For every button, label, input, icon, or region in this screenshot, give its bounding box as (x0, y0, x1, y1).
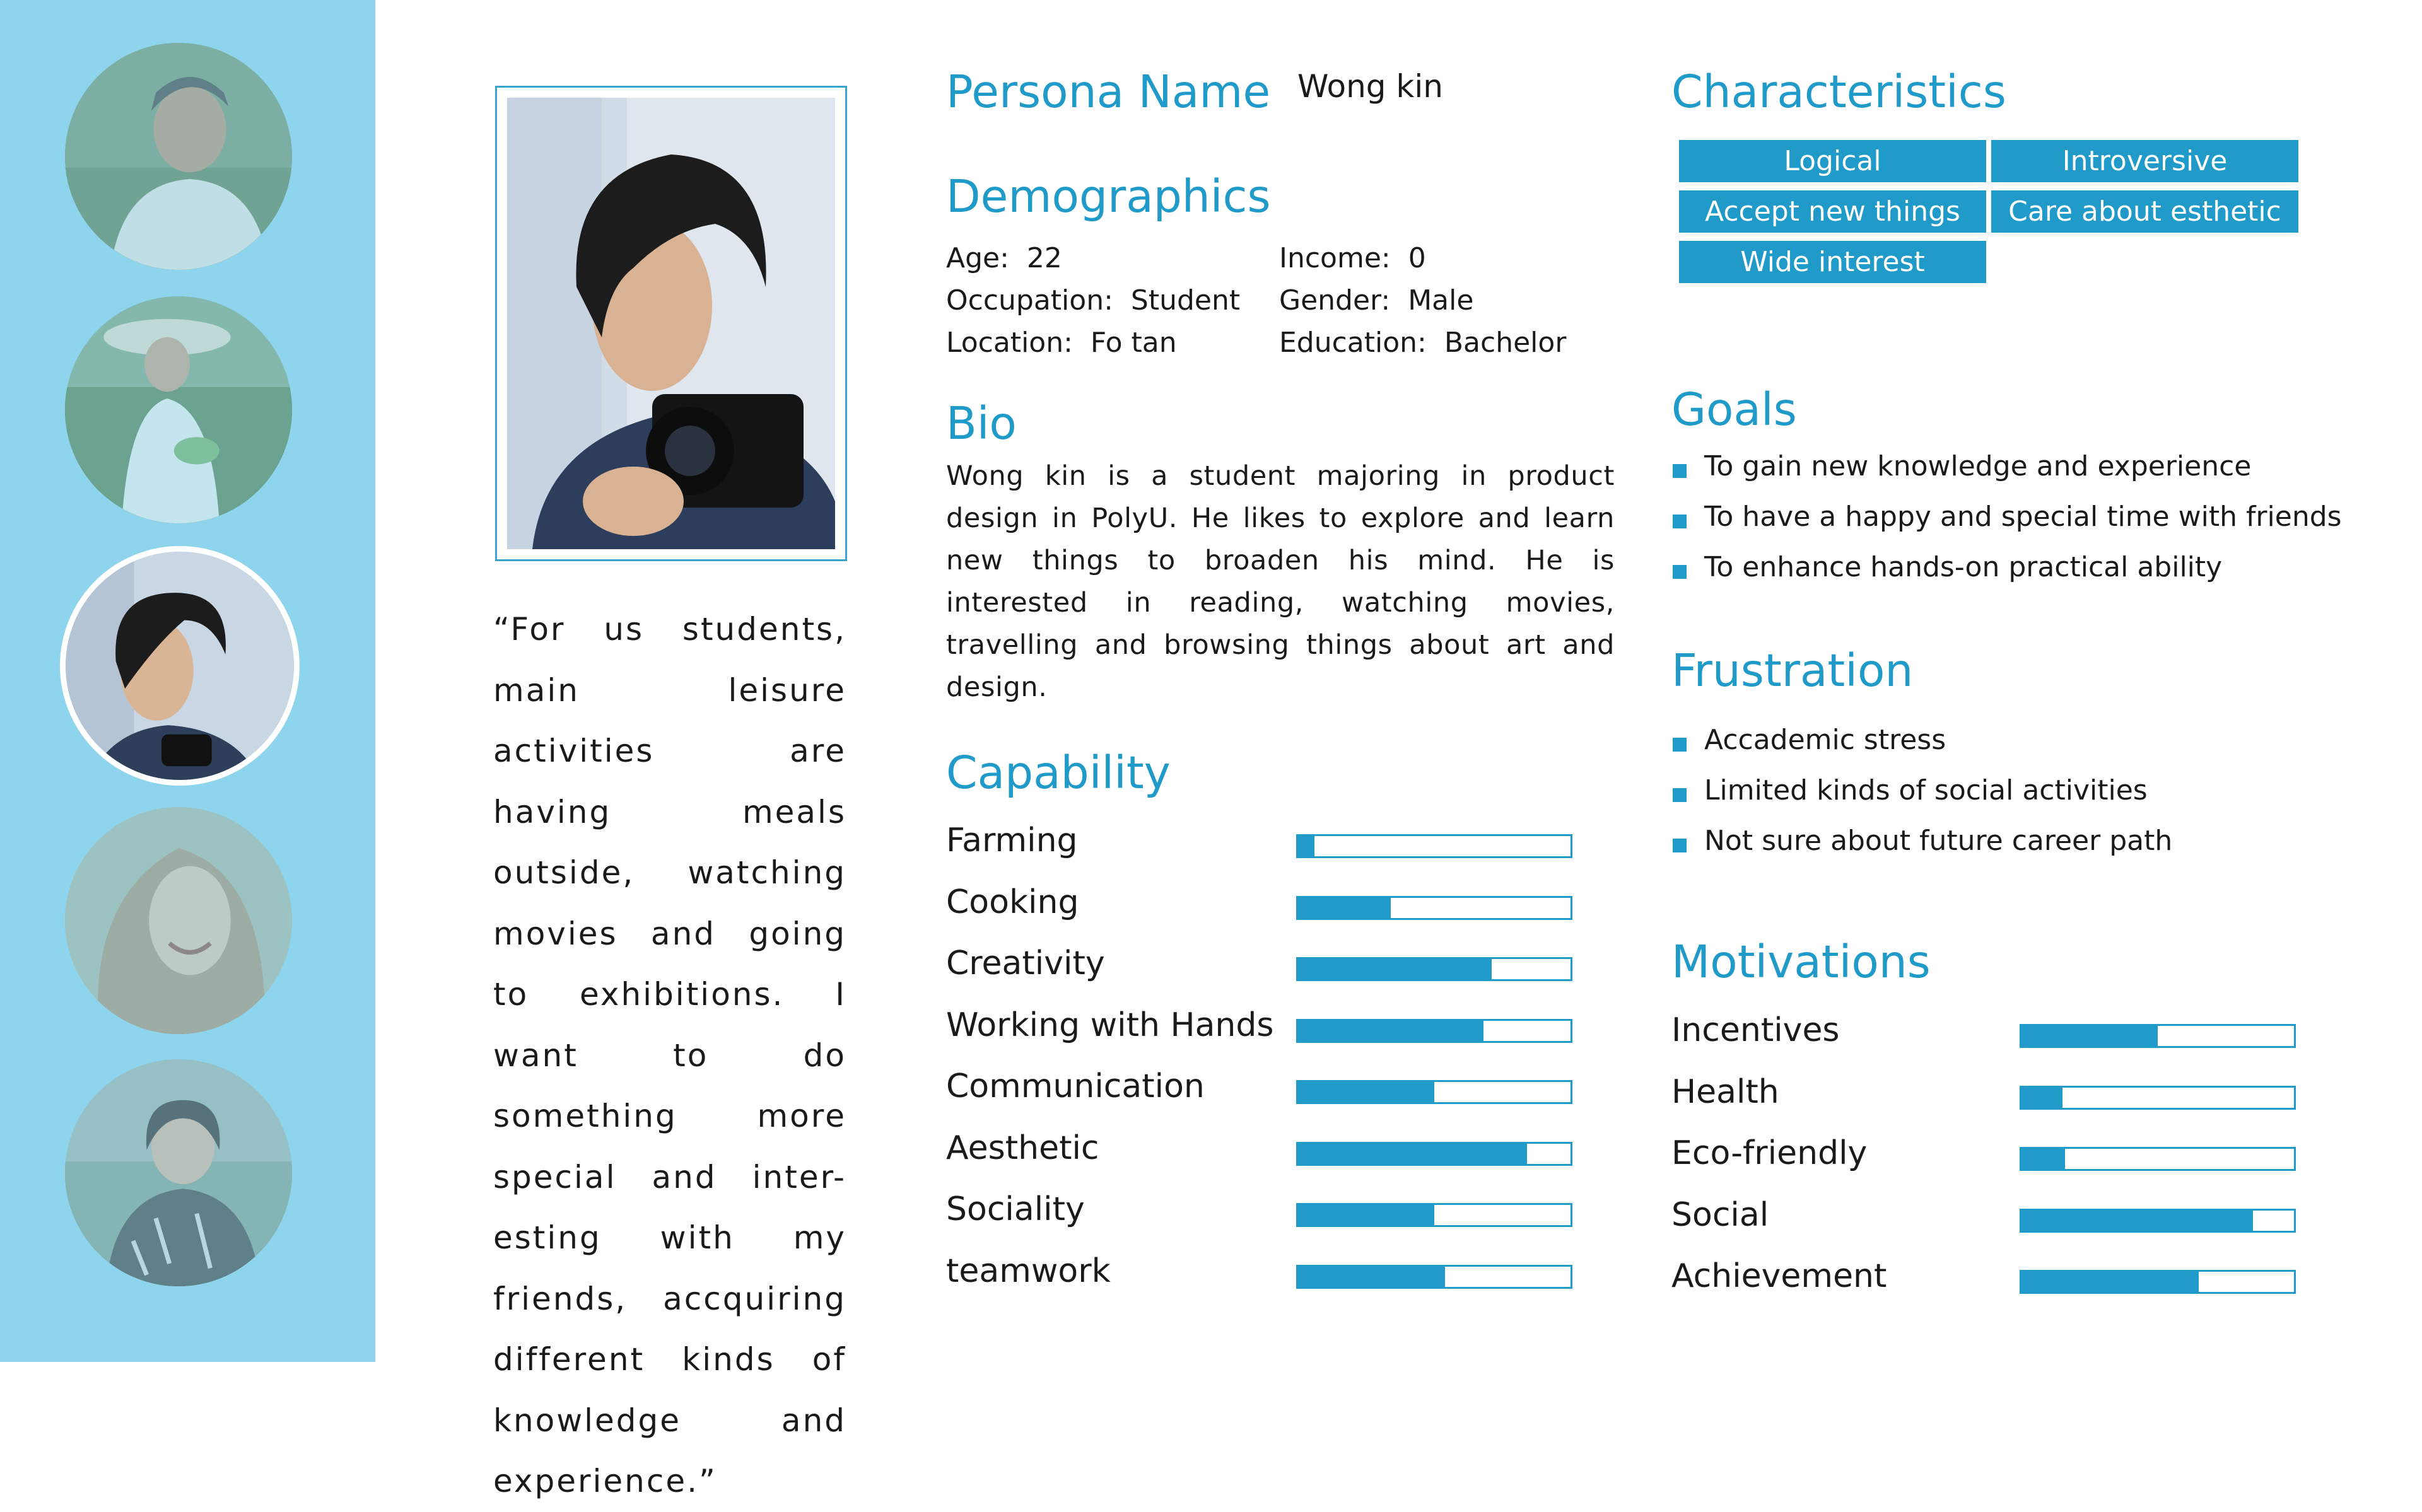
bio-heading: Bio (946, 397, 1017, 450)
location-value: Fo tan (1090, 327, 1177, 359)
demographic-income (1279, 242, 1426, 274)
capability-bar (1296, 896, 1572, 920)
persona-sidebar (0, 0, 375, 1362)
demographic-location (946, 327, 1177, 359)
age-value: 22 (1026, 242, 1062, 274)
capability-label: Aesthetic (946, 1129, 1099, 1167)
motivations-heading: Motivations (1671, 936, 1931, 988)
motivation-bar-fill (2021, 1149, 2065, 1169)
motivation-label: Social (1671, 1195, 1769, 1234)
capability-label: Creativity (946, 945, 1105, 982)
wong-kin-avatar-photo (66, 552, 294, 780)
motivation-bar (2020, 1147, 2296, 1171)
goals-item: To gain new knowledge and experience (1704, 450, 2252, 482)
persona-name-label: Persona Name (946, 66, 1271, 118)
characteristic-chip: Accept new things (1679, 190, 1986, 233)
characteristic-chip: Care about esthetic (1991, 190, 2298, 233)
gender-value: Male (1408, 284, 1474, 317)
education-value: Bachelor (1444, 327, 1567, 359)
capability-bar (1296, 1203, 1572, 1227)
bullet-square-icon (1673, 738, 1687, 752)
motivation-label: Eco-friendly (1671, 1134, 1868, 1172)
frustration-item: Limited kinds of social activities (1704, 774, 2148, 806)
location-label: Location: (946, 327, 1073, 359)
capability-heading: Capability (946, 747, 1171, 799)
capability-bar-fill (1298, 1144, 1527, 1164)
income-value: 0 (1408, 242, 1426, 274)
capability-bar-fill (1298, 836, 1314, 856)
demographic-occupation (946, 284, 1240, 317)
motivation-label: Health (1671, 1073, 1779, 1111)
gender-label: Gender: (1279, 284, 1391, 317)
goals-item: To have a happy and special time with friends (1704, 501, 2342, 533)
bullet-square-icon (1673, 788, 1687, 802)
capability-label: Working with Hands (946, 1006, 1274, 1044)
bio-text: Wong kin is a student majoring in product design in PolyU. He likes to explore and learn new things to broaden his mind. He is interested in reading, watching movies, travelling and browsing things about art and design. (946, 460, 1615, 703)
demographic-education (1279, 327, 1566, 359)
characteristic-chip: Logical (1679, 140, 1986, 182)
motivation-label: Incentives (1671, 1011, 1840, 1049)
motivation-bar-fill (2021, 1211, 2253, 1231)
demographic-age (946, 242, 1062, 274)
persona-avatar-farmer[interactable] (65, 296, 292, 523)
capability-bar (1296, 957, 1572, 981)
occupation-value: Student (1130, 284, 1241, 317)
income-label: Income: (1279, 242, 1391, 274)
capability-bar (1296, 1265, 1572, 1289)
demographics-heading: Demographics (946, 170, 1271, 223)
capability-bar (1296, 1080, 1572, 1104)
capability-bar (1296, 1142, 1572, 1166)
age-label: Age: (946, 242, 1009, 274)
young-woman-photo (65, 807, 292, 1034)
motivation-bar (2020, 1270, 2296, 1294)
persona-avatar-young-woman[interactable] (65, 807, 292, 1034)
capability-bar-fill (1298, 959, 1492, 979)
capability-bar-fill (1298, 1082, 1434, 1102)
capability-bar-fill (1298, 898, 1391, 918)
capability-label: teamwork (946, 1252, 1111, 1290)
motivation-bar (2020, 1024, 2296, 1048)
motivation-bar (2020, 1209, 2296, 1233)
capability-label: Cooking (946, 883, 1079, 921)
occupation-label: Occupation: (946, 284, 1113, 317)
persona-quote: “For us students, main leisure activities are having meals outside, watching movies and going to exhibitions. I want to do something more special and inter-esting with my friends, accquiring different kinds of knowledge and experience.” (493, 611, 846, 1499)
persona-avatar-older-woman[interactable] (65, 1059, 292, 1286)
bullet-square-icon (1673, 464, 1687, 478)
characteristics-heading: Characteristics (1671, 66, 2006, 118)
persona-avatar-elderly-man[interactable] (65, 43, 292, 270)
motivation-bar-fill (2021, 1026, 2158, 1046)
persona-name-value: Wong kin (1297, 68, 1443, 105)
education-label: Education: (1279, 327, 1427, 359)
frustration-item: Not sure about future career path (1704, 825, 2173, 857)
capability-bar-fill (1298, 1021, 1483, 1041)
capability-bar (1296, 834, 1572, 858)
persona-photo-frame (495, 86, 847, 561)
older-woman-photo (65, 1059, 292, 1286)
farmer-photo (65, 296, 292, 523)
capability-label: Communication (946, 1067, 1205, 1105)
motivation-label: Achievement (1671, 1257, 1887, 1295)
capability-bar-fill (1298, 1205, 1434, 1225)
demographic-gender (1279, 284, 1473, 317)
motivation-bar-fill (2021, 1272, 2199, 1292)
capability-bar (1296, 1019, 1572, 1043)
capability-bar-fill (1298, 1267, 1445, 1287)
motivation-bar (2020, 1086, 2296, 1110)
elderly-man-photo (65, 43, 292, 270)
persona-avatar-wong-kin[interactable] (60, 546, 300, 786)
capability-label: Sociality (946, 1190, 1085, 1228)
bullet-square-icon (1673, 565, 1687, 579)
goals-item: To enhance hands-on practical ability (1704, 551, 2223, 583)
persona-photo (507, 98, 835, 549)
capability-label: Farming (946, 822, 1078, 859)
characteristic-chip: Wide interest (1679, 241, 1986, 283)
motivation-bar-fill (2021, 1088, 2062, 1108)
frustration-item: Accademic stress (1704, 724, 1946, 756)
bullet-square-icon (1673, 839, 1687, 852)
frustration-heading: Frustration (1671, 644, 1914, 697)
characteristic-chip: Introversive (1991, 140, 2298, 182)
bullet-square-icon (1673, 515, 1687, 528)
goals-heading: Goals (1671, 383, 1797, 436)
